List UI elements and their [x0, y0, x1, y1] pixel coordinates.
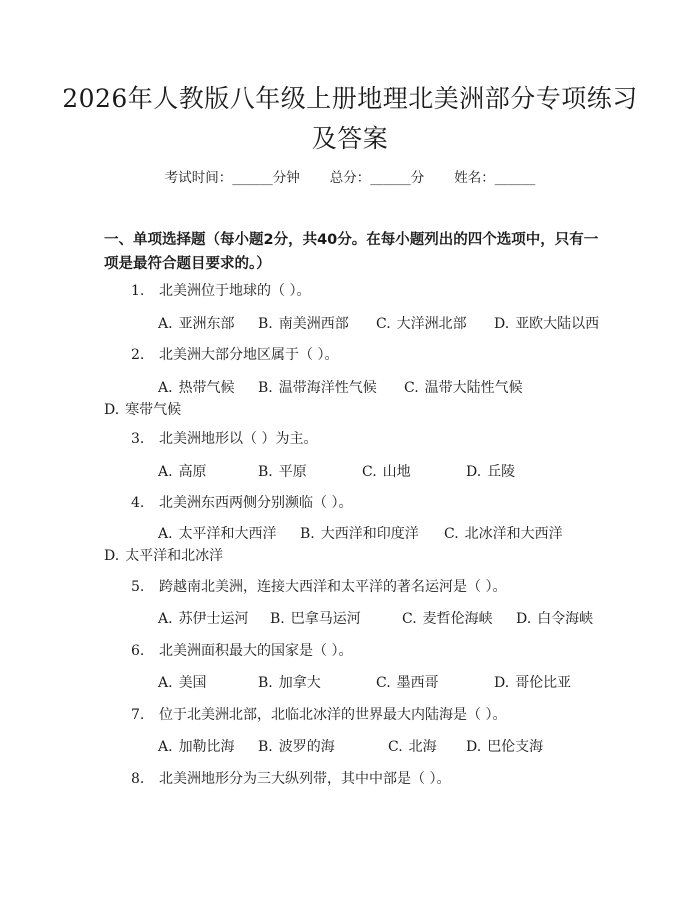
- option-c: C. 北冰洋和大西洋: [444, 526, 563, 542]
- page-title: 2026年人教版八年级上册地理北美洲部分专项练习及答案: [62, 84, 638, 153]
- question-text: 北美洲面积最大的国家是（ ）。: [159, 643, 353, 659]
- question-options: [104, 736, 600, 758]
- option-b: B. 波罗的海: [258, 739, 335, 755]
- option-d: D. 丘陵: [466, 464, 516, 480]
- option-a: A. 太平洋和大西洋: [158, 526, 277, 542]
- option-a: A. 亚洲东部: [158, 316, 235, 332]
- option-c: C. 墨西哥: [376, 675, 439, 691]
- question-number: 7.: [131, 707, 145, 723]
- exam-meta: [0, 166, 700, 190]
- total-score-field: 总分：______分: [329, 170, 425, 186]
- option-b: B. 巴拿马运河: [270, 611, 361, 627]
- student-name-field: 姓名：______: [454, 170, 536, 186]
- option-b: B. 温带海洋性气候: [258, 380, 377, 396]
- question-text: 位于北美洲北部，北临北冰洋的世界最大内陆海是（ ）。: [159, 707, 507, 723]
- question-stem: [104, 280, 624, 302]
- question-number: 5.: [131, 579, 145, 595]
- question-number: 8.: [131, 771, 145, 787]
- question-stem: [104, 640, 624, 662]
- question-number: 4.: [131, 495, 145, 511]
- question-options: [104, 672, 600, 694]
- option-c: C. 麦哲伦海峡: [402, 611, 493, 627]
- question-options: [104, 313, 600, 335]
- exam-time-field: 考试时间：______分钟: [164, 170, 300, 186]
- option-d: D. 太平洋和北冰洋: [104, 548, 224, 564]
- question-text: 北美洲东西两侧分别濒临（ ）。: [159, 495, 353, 511]
- option-c: C. 大洋洲北部: [376, 316, 467, 332]
- question-text: 北美洲地形以（ ）为主。: [159, 431, 318, 447]
- option-d: D. 哥伦比亚: [494, 675, 572, 691]
- question-stem: [104, 344, 624, 366]
- option-a: A. 高原: [158, 464, 207, 480]
- question-number: 1.: [131, 283, 145, 299]
- option-c: C. 山地: [362, 464, 411, 480]
- question-number: 6.: [131, 643, 145, 659]
- option-b: B. 大西洋和印度洋: [300, 526, 419, 542]
- option-a: A. 苏伊士运河: [158, 611, 249, 627]
- question-options: [104, 608, 600, 630]
- option-b: B. 平原: [258, 464, 307, 480]
- question-options: [104, 461, 600, 483]
- section-heading: 一、单项选择题（每小题2分，共40分。在每小题列出的四个选项中，只有一项是最符合题目要求的。）: [104, 232, 599, 272]
- option-c: C. 北海: [388, 739, 437, 755]
- question-number: 3.: [131, 431, 145, 447]
- option-b: B. 加拿大: [258, 675, 321, 691]
- option-d: D. 巴伦支海: [466, 739, 544, 755]
- option-b: B. 南美洲西部: [258, 316, 349, 332]
- question-number: 2.: [131, 347, 145, 363]
- question-stem: [104, 704, 624, 726]
- option-d: D. 寒带气候: [104, 402, 182, 418]
- option-c: C. 温带大陆性气候: [404, 380, 523, 396]
- option-a: A. 热带气候: [158, 380, 235, 396]
- question-text: 北美洲地形分为三大纵列带，其中中部是（ ）。: [159, 771, 451, 787]
- question-stem: [104, 492, 624, 514]
- option-d: D. 白令海峡: [516, 611, 594, 627]
- option-d: D. 亚欧大陆以西: [494, 316, 600, 332]
- question-stem: [104, 428, 624, 450]
- question-options: [104, 523, 600, 567]
- question-options: [104, 377, 600, 421]
- question-stem: [104, 576, 624, 598]
- question-stem: [104, 768, 624, 790]
- question-text: 北美洲位于地球的（ ）。: [159, 283, 311, 299]
- option-a: A. 美国: [158, 675, 207, 691]
- question-text: 跨越南北美洲，连接大西洋和太平洋的著名运河是（ ）。: [159, 579, 507, 595]
- option-a: A. 加勒比海: [158, 739, 235, 755]
- question-text: 北美洲大部分地区属于（ ）。: [159, 347, 339, 363]
